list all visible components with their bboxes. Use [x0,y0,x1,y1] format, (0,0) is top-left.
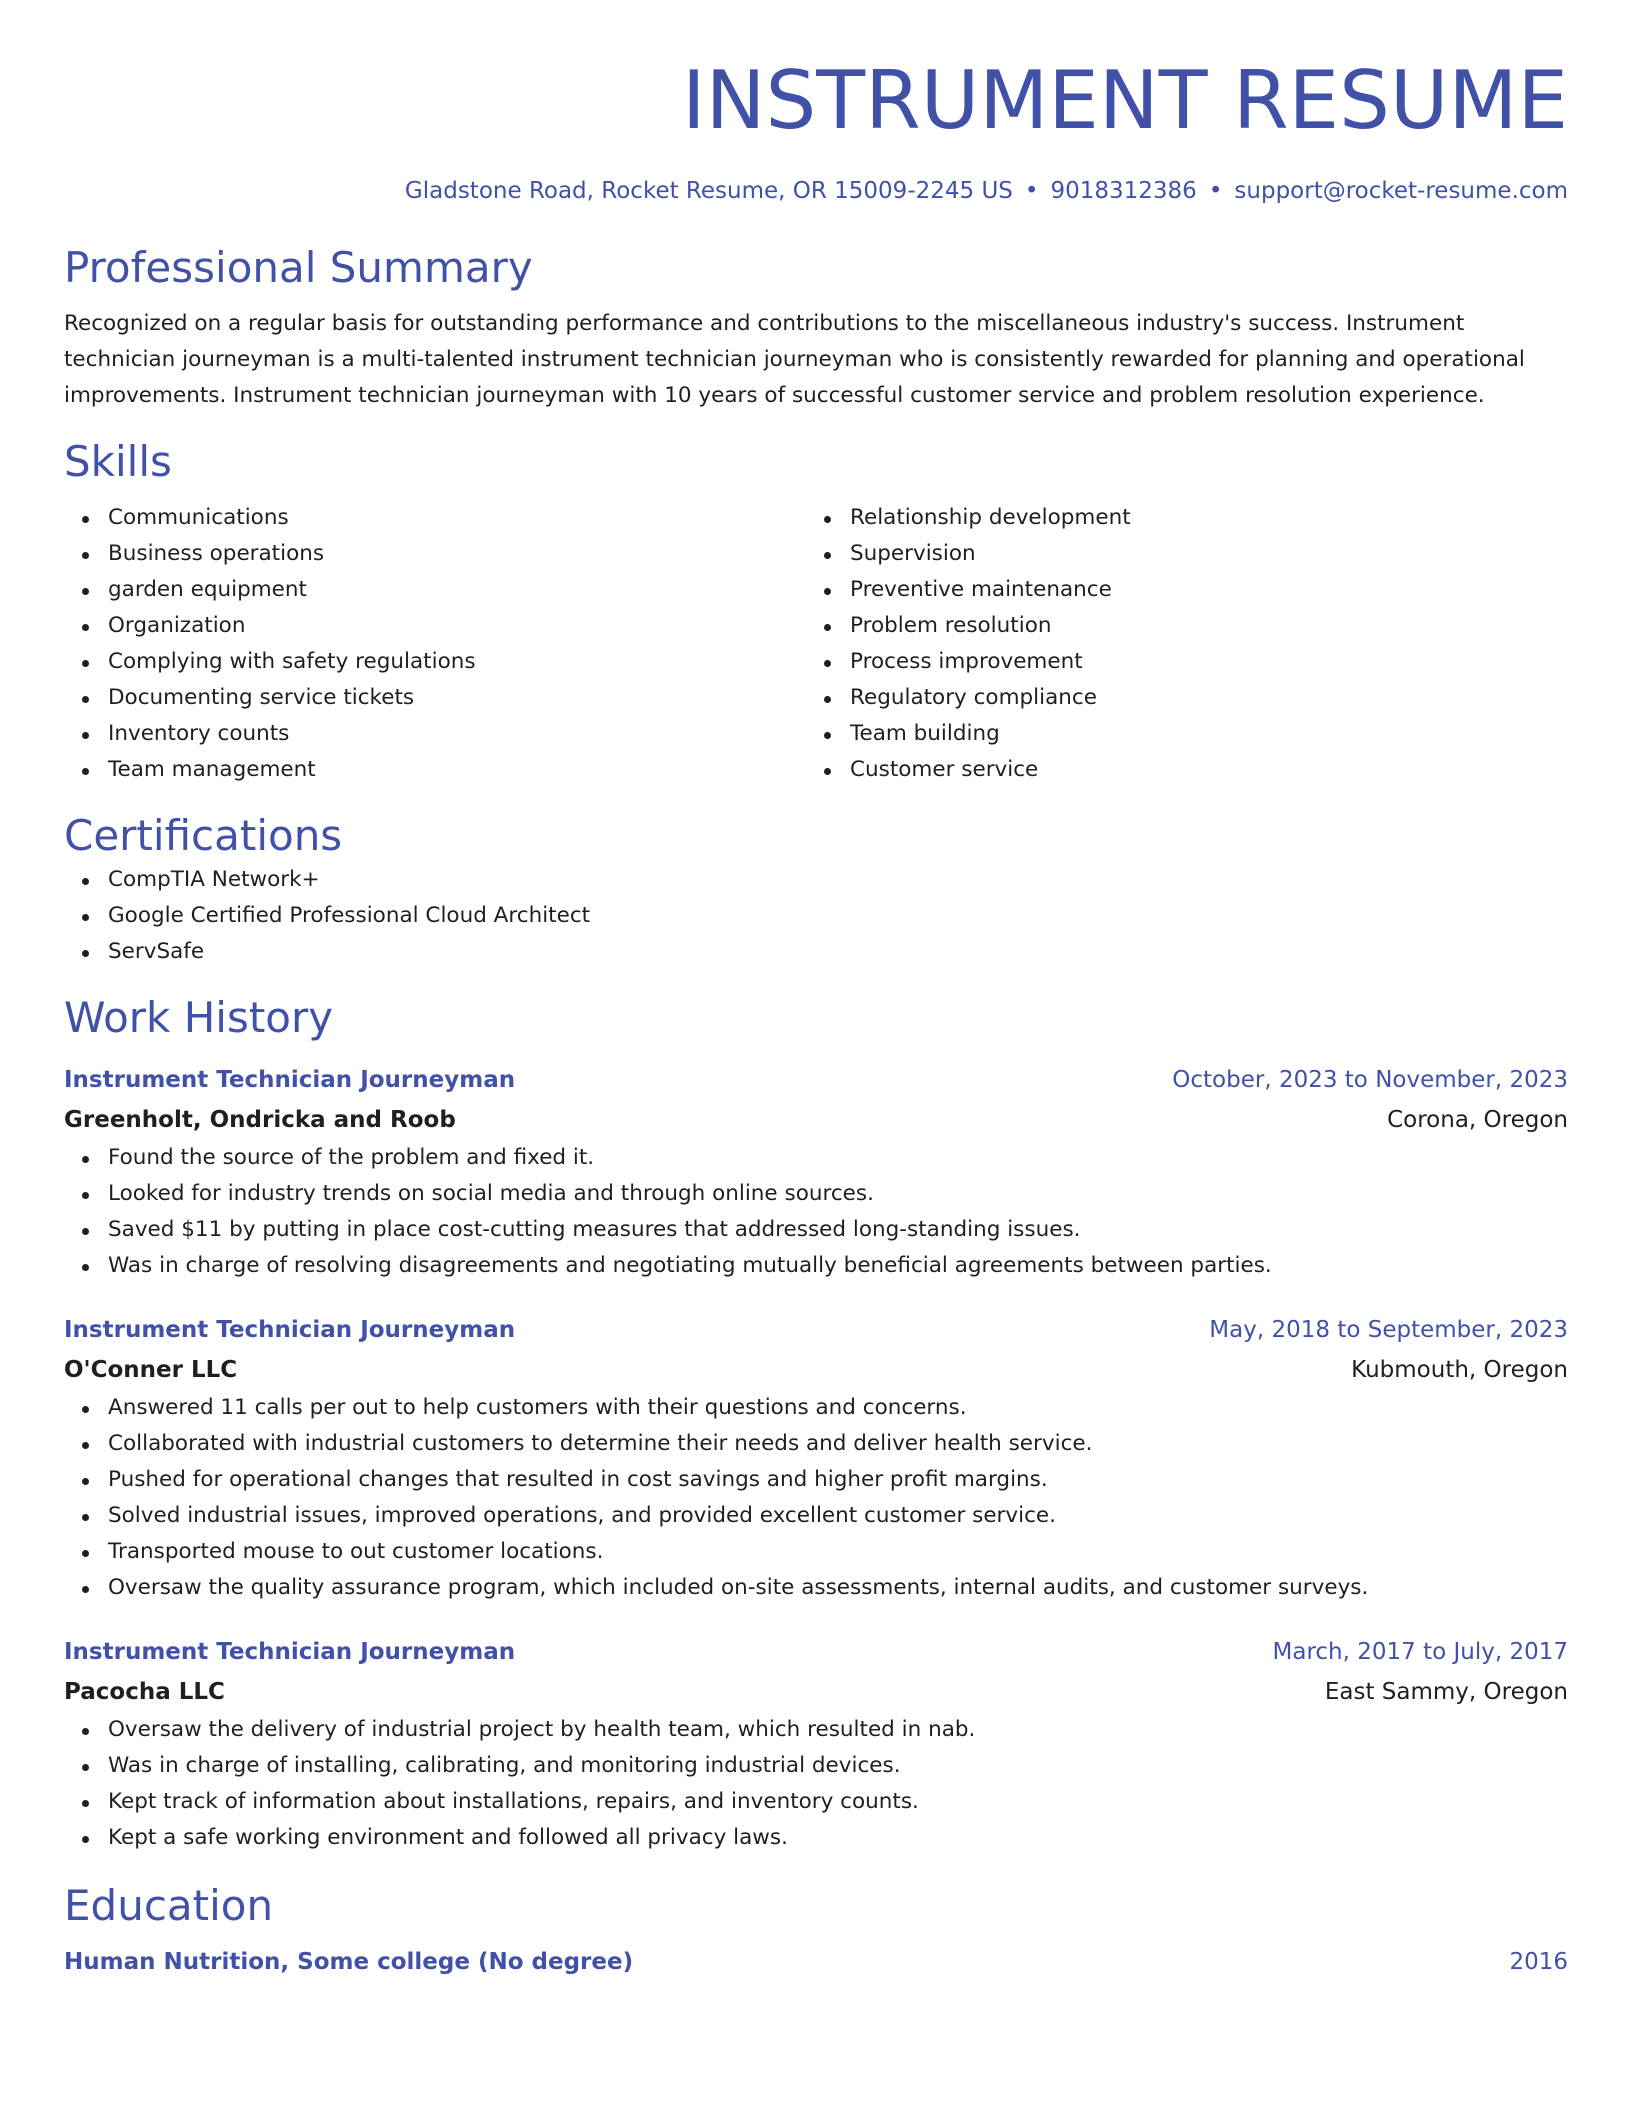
job-bullet: Found the source of the problem and fixed it. [64,1140,1568,1176]
job-company: Greenholt, Ondricka and Roob [64,1107,456,1133]
job-entry [64,1060,1568,1284]
job-dates: October, 2023 to November, 2023 [1172,1067,1568,1093]
certification-item: ServSafe [64,934,1568,970]
job-bullet: Oversaw the delivery of industrial project by health team, which resulted in nab. [64,1712,1568,1748]
job-bullet: Answered 11 calls per out to help customers with their questions and concerns. [64,1390,1568,1426]
skill-item: Inventory counts [64,716,806,752]
job-dates: May, 2018 to September, 2023 [1209,1317,1568,1343]
job-title-row [64,1632,1568,1672]
job-bullet: Transported mouse to out customer locations. [64,1534,1568,1570]
skill-item: Process improvement [806,644,1548,680]
job-entry [64,1310,1568,1606]
job-location: Corona, Oregon [1387,1107,1568,1133]
skills-columns [64,500,1568,788]
skills-heading: Skills [64,437,172,486]
job-bullet: Saved $11 by putting in place cost-cutting measures that addressed long-standing issues. [64,1212,1568,1248]
skill-item: Regulatory compliance [806,680,1548,716]
skill-item: Problem resolution [806,608,1548,644]
contact-phone: 9018312386 [1050,178,1197,204]
certifications-list [64,862,1568,970]
certification-item: CompTIA Network+ [64,862,1568,898]
skill-item: Customer service [806,752,1548,788]
summary-text: Recognized on a regular basis for outstanding performance and contributions to the miscellaneous industry's success. Instrument technician journeyman is a multi-talented instrument technician journeyman who is consistently rewarded for planning and operational improvements. Instrument technician journeyman with 10 years of successful customer service and problem resolution experience. [64,311,1525,408]
job-title: Instrument Technician Journeyman [64,1317,516,1343]
skill-item: Complying with safety regulations [64,644,806,680]
contact-address: Gladstone Road, Rocket Resume, OR 15009-2245 US [404,178,1013,204]
skill-item: Supervision [806,536,1548,572]
work-history-heading: Work History [64,993,334,1042]
job-bullet: Pushed for operational changes that resulted in cost savings and higher profit margins. [64,1462,1568,1498]
contact-email: support@rocket-resume.com [1234,178,1568,204]
resume-header [64,0,1568,206]
job-company-row [64,1100,1568,1140]
job-bullets [64,1712,1568,1856]
job-title: Instrument Technician Journeyman [64,1639,516,1665]
job-title-row [64,1310,1568,1350]
education-year: 2016 [1509,1949,1568,1975]
job-bullet: Was in charge of installing, calibrating, and monitoring industrial devices. [64,1748,1568,1784]
job-company-row [64,1672,1568,1712]
skill-item: Business operations [64,536,806,572]
skill-item: Team management [64,752,806,788]
job-company: Pacocha LLC [64,1679,225,1705]
job-bullets [64,1390,1568,1606]
contact-line [64,176,1568,206]
job-bullet: Oversaw the quality assurance program, which included on-site assessments, internal audits, and customer surveys. [64,1570,1568,1606]
skill-item: garden equipment [64,572,806,608]
skill-item: Documenting service tickets [64,680,806,716]
job-location: East Sammy, Oregon [1324,1679,1568,1705]
resume-page [64,0,1568,1982]
job-bullet: Kept track of information about installations, repairs, and inventory counts. [64,1784,1568,1820]
contact-separator: • [1208,178,1223,204]
job-bullet: Solved industrial issues, improved operations, and provided excellent customer service. [64,1498,1568,1534]
job-bullet: Was in charge of resolving disagreements and negotiating mutually beneficial agreements between parties. [64,1248,1568,1284]
job-bullet: Collaborated with industrial customers to determine their needs and deliver health service. [64,1426,1568,1462]
summary-heading: Professional Summary [64,243,533,292]
job-company-row [64,1350,1568,1390]
resume-name: INSTRUMENT RESUME [682,54,1568,147]
skills-list-right [806,500,1548,788]
job-title: Instrument Technician Journeyman [64,1067,516,1093]
certifications-heading: Certifications [64,811,343,860]
job-entry [64,1632,1568,1856]
job-location: Kubmouth, Oregon [1351,1357,1568,1383]
job-title-row [64,1060,1568,1100]
skill-item: Preventive maintenance [806,572,1548,608]
skill-item: Team building [806,716,1548,752]
skill-item: Communications [64,500,806,536]
job-bullet: Looked for industry trends on social media and through online sources. [64,1176,1568,1212]
job-company: O'Conner LLC [64,1357,238,1383]
contact-separator: • [1024,178,1039,204]
job-bullets [64,1140,1568,1284]
education-heading: Education [64,1881,274,1930]
certification-item: Google Certified Professional Cloud Architect [64,898,1568,934]
skill-item: Relationship development [806,500,1548,536]
skill-item: Organization [64,608,806,644]
job-dates: March, 2017 to July, 2017 [1272,1639,1568,1665]
job-bullet: Kept a safe working environment and followed all privacy laws. [64,1820,1568,1856]
education-entry [64,1942,1568,1982]
education-degree: Human Nutrition, Some college (No degree) [64,1949,634,1975]
skills-list-left [64,500,806,788]
